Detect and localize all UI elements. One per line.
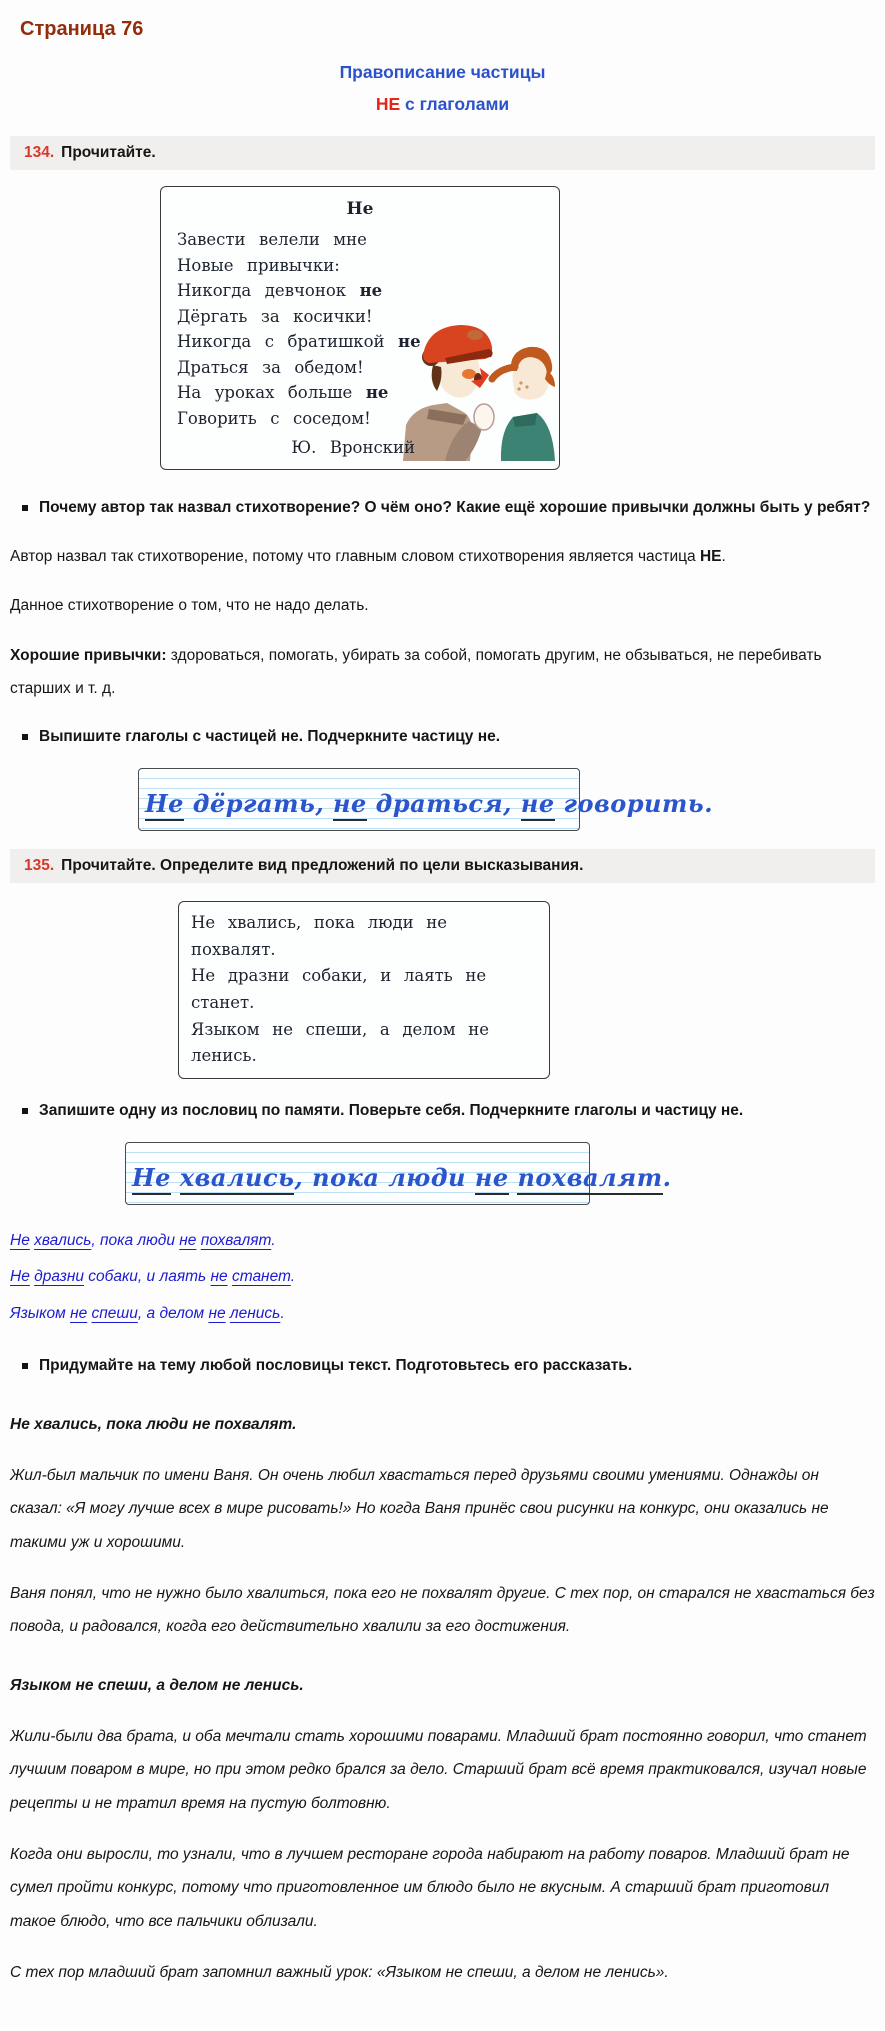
bullet-square-icon — [22, 734, 28, 740]
story-block: Жили-были два брата, и оба мечтали стать хорошими поварами. Младший брат постоянно говорил, что станет лучшим поваром в мире, но при этом редко брался за дело. Старший брат всё время практиковался, изучал новые рецепты и не тратил время на пустую болтовню. — [10, 1728, 867, 1812]
question-text: Придумайте на тему любой пословицы текст. Подготовьтесь его рассказать. — [39, 1356, 633, 1374]
poem-line: Говорить с соседом! — [177, 408, 371, 428]
poem-lines — [177, 227, 543, 432]
proverb-line: Не хвались, пока люди не похвалят. — [191, 912, 448, 959]
exercise-134-header — [10, 136, 875, 170]
story-block: Когда они выросли, то узнали, что в лучшем ресторане города набирают на работу поваров. Младший брат не сумел пройти конкурс, потому что приготовленное им блюдо было не вкусным. А старший брат приготовил такое блюдо, что все пальчики облизали. — [10, 1846, 850, 1930]
story-block: Не хвались, пока люди не похвалят. — [10, 1415, 297, 1433]
story-block: Ваня понял, что не нужно было хвалиться, пока его не похвалят другие. С тех пор, он старался не хвастаться без повода, и радовался, когда его действительно хвалили за его достижения. — [10, 1585, 875, 1636]
exercise-135-header — [10, 849, 875, 883]
poem-line: Новые привычки: — [177, 255, 340, 275]
handwriting-box — [138, 768, 714, 831]
proverb-answer-line: Не дразни собаки, и лаять не станет. — [10, 1268, 296, 1286]
exercise-134-number: 134. — [24, 144, 55, 161]
poem-line: На уроках больше не — [177, 383, 389, 403]
poem-box — [160, 186, 560, 470]
exercise-135-task: Прочитайте. Определите вид предложений по цели высказывания. — [61, 856, 584, 874]
bullet-square-icon — [22, 505, 28, 511]
poem-line: Дёргать за косички! — [177, 306, 373, 326]
question-text: Выпишите глаголы с частицей не. Подчеркните частицу не. — [39, 728, 501, 746]
lesson-heading-line1: Правописание частицы — [339, 62, 546, 82]
proverb-line: Языком не спеши, а делом не ленись. — [191, 1019, 490, 1066]
poem-title: Не — [346, 199, 374, 219]
proverb-answer-line: Не хвались, пока люди не похвалят. — [10, 1231, 276, 1249]
poem-line: Никогда с братишкой не — [177, 332, 421, 352]
question-text: Почему автор так назвал стихотворение? О чём оно? Какие ещё хорошие привычки должны быть у ребят? — [39, 498, 871, 516]
story-section — [10, 1409, 875, 1990]
lesson-heading — [10, 57, 875, 120]
exercise-135-number: 135. — [24, 856, 55, 874]
poem-line: Никогда девчонок не — [177, 281, 383, 301]
answer-paragraph: Данное стихотворение о том, что не надо делать. — [10, 597, 369, 615]
question-item — [10, 1095, 875, 1128]
question-item — [10, 1350, 875, 1383]
story-block: Языком не спеши, а делом не ленись. — [10, 1676, 304, 1694]
lesson-heading-ne: НЕ — [375, 93, 401, 114]
proverb-line: Не дразни собаки, и лаять не станет. — [191, 966, 487, 1012]
handwritten-answer: Не хвались, пока люди не похвалят. — [132, 1163, 671, 1195]
proverbs-box — [178, 901, 550, 1079]
poem-line: Завести велели мне — [177, 230, 367, 249]
question-text: Запишите одну из пословиц по памяти. Поверьте себя. Подчеркните глаголы и частицу не. — [39, 1102, 744, 1120]
page-title: Страница 76 — [20, 18, 144, 40]
poem-line: Драться за обедом! — [177, 357, 364, 377]
story-block: С тех пор младший брат запомнил важный урок: «Языком не спеши, а делом не ленись». — [10, 1964, 669, 1982]
proverb-answers — [10, 1223, 875, 1332]
question-item — [10, 721, 875, 754]
handwriting-box — [125, 1142, 672, 1205]
answer-paragraph: Автор назвал так стихотворение, потому что главным словом стихотворения является частица НЕ. — [10, 548, 726, 566]
poem-author: Ю. Вронский — [291, 437, 415, 457]
bullet-square-icon — [22, 1363, 28, 1369]
proverb-answer-line: Языком не спеши, а делом не ленись. — [10, 1304, 285, 1322]
answer-paragraph: Хорошие привычки: здороваться, помогать, убирать за собой, помогать другим, не обзываться, не перебивать старших и т. д. — [10, 646, 826, 697]
lesson-heading-line2 — [10, 89, 875, 121]
handwritten-answer: Не дёргать, не драться, не говорить. — [145, 789, 713, 821]
question-item — [10, 492, 875, 525]
exercise-134-task: Прочитайте. — [61, 144, 156, 161]
bullet-square-icon — [22, 1108, 28, 1114]
lesson-heading-rest: с глаголами — [400, 93, 510, 114]
story-block: Жил-был мальчик по имени Ваня. Он очень любил хвастаться перед друзьями своими умениями. Однажды он сказал: «Я могу лучше всех в мире рисовать!» Но когда Ваня принёс свои рисунки на конкурс, они оказались не такими уж и хорошими. — [10, 1467, 829, 1551]
